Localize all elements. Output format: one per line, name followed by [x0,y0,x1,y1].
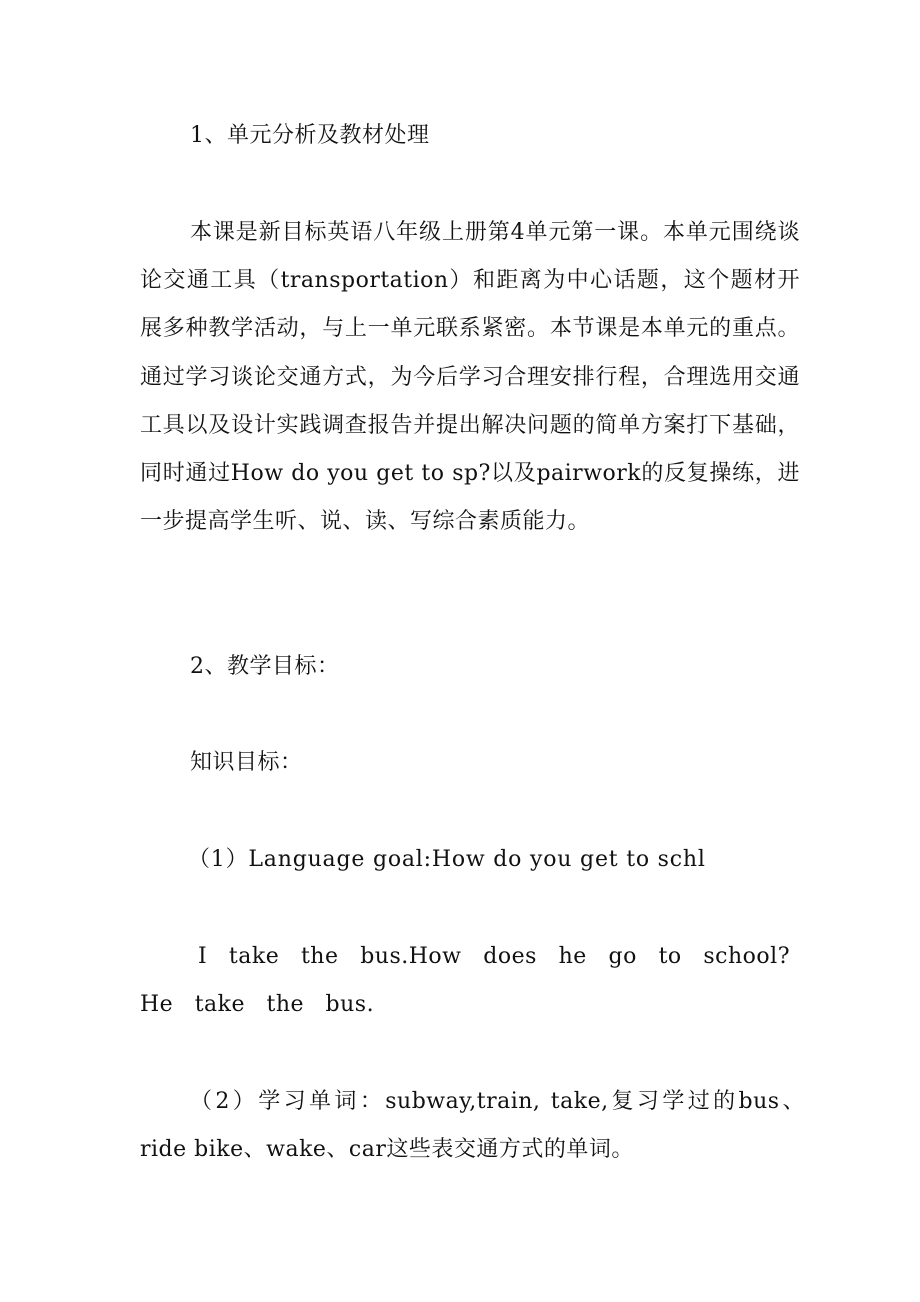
language-goal-item: （1）Language goal:How do you get to schl [188,847,706,872]
vocabulary-goal-item: （2）学习单词：subway,train, take,复习学过的bus、ride bike、wake、car这些表交通方式的单词。 [140,1089,805,1163]
section1-heading: 1、单元分析及教材处理 [190,123,430,148]
language-goal-example: I take the bus.How does he go to school? He take the bus. [140,944,790,1018]
knowledge-goal-heading: 知识目标： [190,750,303,775]
section2-heading: 2、教学目标： [190,654,340,679]
section1-body-paragraph: 本课是新目标英语八年级上册第4单元第一课。本单元围绕谈论交通工具（transportation）和距离为中心话题，这个题材开展多种教学活动，与上一单元联系紧密。本节课是本单元的重点。通过学习谈论交通方式，为今后学习合理安排行程，合理选用交通工具以及设计实践调查报告并提出解决问题的简单方案打下基础，同时通过How do you get to sp?以及pairwork的反复操练，进一步提高学生听、说、读、写综合素质能力。 [140,220,800,535]
